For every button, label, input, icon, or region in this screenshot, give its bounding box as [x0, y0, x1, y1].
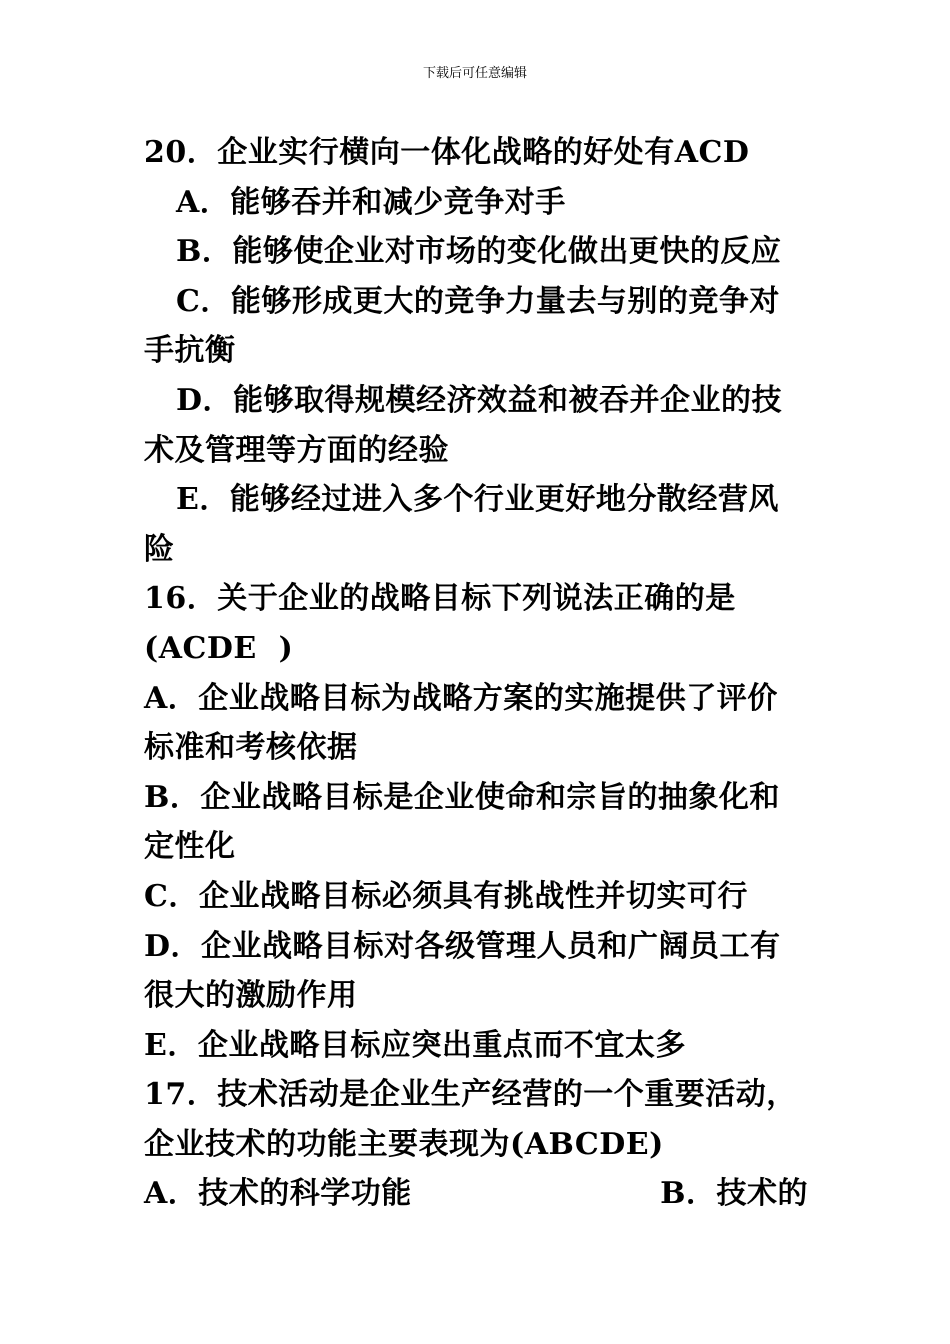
q20-option-e-cont: 险	[144, 531, 175, 567]
q20-option-c: C．能够形成更大的竞争力量去与别的竞争对	[176, 283, 780, 319]
q17-option-b: B．技术的	[660, 1176, 808, 1212]
q16-option-b-cont: 定性化	[144, 829, 236, 865]
page-header-note: 下载后可任意编辑	[422, 66, 527, 81]
document-body	[144, 128, 834, 1219]
q16-option-d-cont: 很大的激励作用	[144, 978, 358, 1014]
q20-question: 20．企业实行横向一体化战略的好处有ACD	[144, 135, 750, 170]
q17-question-cont: 企业技术的功能主要表现为(ABCDE)	[144, 1126, 664, 1162]
q20-option-b: B．能够使企业对市场的变化做出更快的反应	[176, 234, 782, 270]
q17-options-row	[144, 1169, 808, 1219]
q16-option-a: A．企业战略目标为战略方案的实施提供了评价	[144, 680, 778, 716]
q20-option-c-cont: 手抗衡	[144, 333, 236, 369]
q16-question-cont: (ACDE )	[144, 630, 294, 666]
q17-option-a: A．技术的科学功能	[144, 1176, 412, 1212]
q16-option-e: E．企业战略目标应突出重点而不宜太多	[144, 1027, 686, 1063]
q20-option-d: D．能够取得规模经济效益和被吞并企业的技	[176, 382, 783, 418]
q16-option-b: B．企业战略目标是企业使命和宗旨的抽象化和	[144, 779, 780, 815]
q17-question: 17．技术活动是企业生产经营的一个重要活动，	[144, 1077, 797, 1113]
q16-option-c: C．企业战略目标必须具有挑战性并切实可行	[144, 878, 748, 914]
q16-question: 16．关于企业的战略目标下列说法正确的是	[144, 581, 736, 617]
q20-option-a: A．能够吞并和减少竞争对手	[176, 184, 566, 220]
q16-option-d: D．企业战略目标对各级管理人员和广阔员工有	[144, 928, 781, 964]
q16-option-a-cont: 标准和考核依据	[144, 730, 358, 766]
q20-option-d-cont: 术及管理等方面的经验	[144, 432, 449, 468]
q20-option-e: E．能够经过进入多个行业更好地分散经营风	[176, 482, 779, 518]
